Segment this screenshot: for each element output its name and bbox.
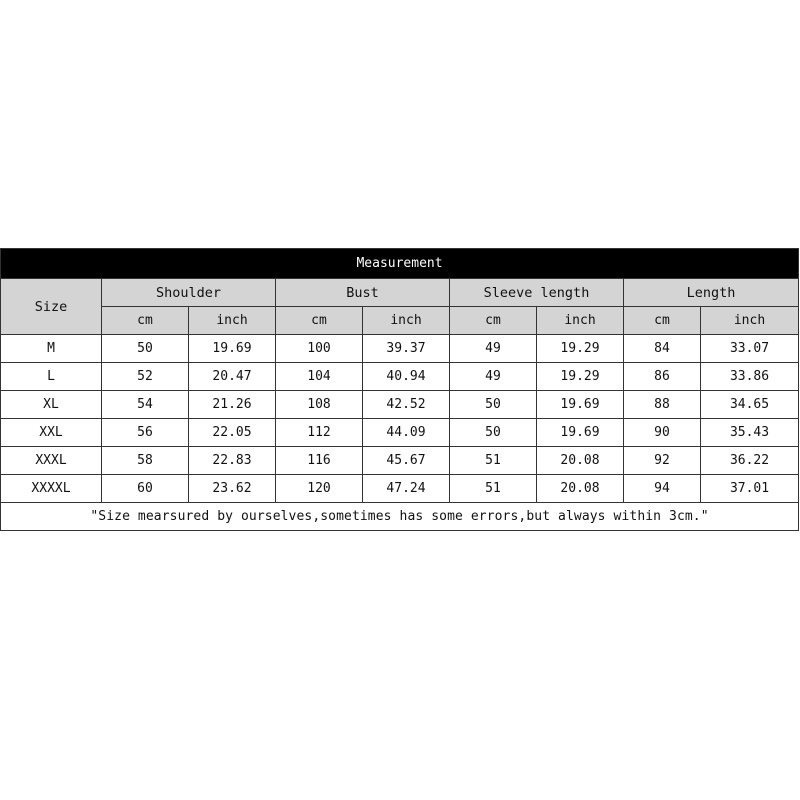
table-row bbox=[1, 447, 799, 475]
group-header-bust: Bust bbox=[276, 279, 450, 307]
table-row bbox=[1, 391, 799, 419]
value-cell: 112 bbox=[276, 419, 363, 447]
value-cell: 86 bbox=[624, 363, 701, 391]
value-cell: 19.29 bbox=[537, 363, 624, 391]
value-cell: 19.69 bbox=[189, 335, 276, 363]
value-cell: 33.07 bbox=[701, 335, 799, 363]
value-cell: 90 bbox=[624, 419, 701, 447]
value-cell: 116 bbox=[276, 447, 363, 475]
value-cell: 42.52 bbox=[363, 391, 450, 419]
table-title: Measurement bbox=[1, 249, 799, 279]
size-chart-table bbox=[0, 248, 799, 531]
value-cell: 40.94 bbox=[363, 363, 450, 391]
size-cell: L bbox=[1, 363, 102, 391]
value-cell: 20.08 bbox=[537, 475, 624, 503]
group-header-sleeve-length: Sleeve length bbox=[450, 279, 624, 307]
value-cell: 60 bbox=[102, 475, 189, 503]
value-cell: 92 bbox=[624, 447, 701, 475]
unit-header: inch bbox=[701, 307, 799, 335]
value-cell: 37.01 bbox=[701, 475, 799, 503]
value-cell: 34.65 bbox=[701, 391, 799, 419]
value-cell: 20.08 bbox=[537, 447, 624, 475]
unit-header: cm bbox=[102, 307, 189, 335]
value-cell: 36.22 bbox=[701, 447, 799, 475]
size-cell: XXL bbox=[1, 419, 102, 447]
value-cell: 19.29 bbox=[537, 335, 624, 363]
value-cell: 108 bbox=[276, 391, 363, 419]
value-cell: 50 bbox=[450, 419, 537, 447]
value-cell: 52 bbox=[102, 363, 189, 391]
value-cell: 22.05 bbox=[189, 419, 276, 447]
value-cell: 120 bbox=[276, 475, 363, 503]
size-column-header: Size bbox=[1, 279, 102, 335]
unit-header: cm bbox=[276, 307, 363, 335]
value-cell: 49 bbox=[450, 363, 537, 391]
value-cell: 47.24 bbox=[363, 475, 450, 503]
value-cell: 50 bbox=[450, 391, 537, 419]
value-cell: 49 bbox=[450, 335, 537, 363]
size-cell: XXXL bbox=[1, 447, 102, 475]
value-cell: 84 bbox=[624, 335, 701, 363]
group-header-length: Length bbox=[624, 279, 799, 307]
table-row bbox=[1, 335, 799, 363]
value-cell: 22.83 bbox=[189, 447, 276, 475]
group-header-shoulder: Shoulder bbox=[102, 279, 276, 307]
value-cell: 100 bbox=[276, 335, 363, 363]
size-cell: XXXXL bbox=[1, 475, 102, 503]
value-cell: 35.43 bbox=[701, 419, 799, 447]
table-body bbox=[1, 335, 799, 503]
value-cell: 50 bbox=[102, 335, 189, 363]
value-cell: 88 bbox=[624, 391, 701, 419]
table-row bbox=[1, 419, 799, 447]
value-cell: 56 bbox=[102, 419, 189, 447]
unit-header: cm bbox=[624, 307, 701, 335]
value-cell: 20.47 bbox=[189, 363, 276, 391]
value-cell: 45.67 bbox=[363, 447, 450, 475]
value-cell: 104 bbox=[276, 363, 363, 391]
size-cell: XL bbox=[1, 391, 102, 419]
table-row bbox=[1, 363, 799, 391]
value-cell: 44.09 bbox=[363, 419, 450, 447]
value-cell: 51 bbox=[450, 447, 537, 475]
unit-header: inch bbox=[363, 307, 450, 335]
value-cell: 58 bbox=[102, 447, 189, 475]
value-cell: 19.69 bbox=[537, 391, 624, 419]
value-cell: 51 bbox=[450, 475, 537, 503]
table-row bbox=[1, 475, 799, 503]
value-cell: 19.69 bbox=[537, 419, 624, 447]
unit-header: inch bbox=[537, 307, 624, 335]
unit-header: inch bbox=[189, 307, 276, 335]
value-cell: 23.62 bbox=[189, 475, 276, 503]
value-cell: 39.37 bbox=[363, 335, 450, 363]
size-cell: M bbox=[1, 335, 102, 363]
measurement-note: "Size mearsured by ourselves,sometimes has some errors,but always within 3cm." bbox=[1, 503, 799, 531]
value-cell: 21.26 bbox=[189, 391, 276, 419]
value-cell: 33.86 bbox=[701, 363, 799, 391]
unit-header: cm bbox=[450, 307, 537, 335]
value-cell: 94 bbox=[624, 475, 701, 503]
value-cell: 54 bbox=[102, 391, 189, 419]
